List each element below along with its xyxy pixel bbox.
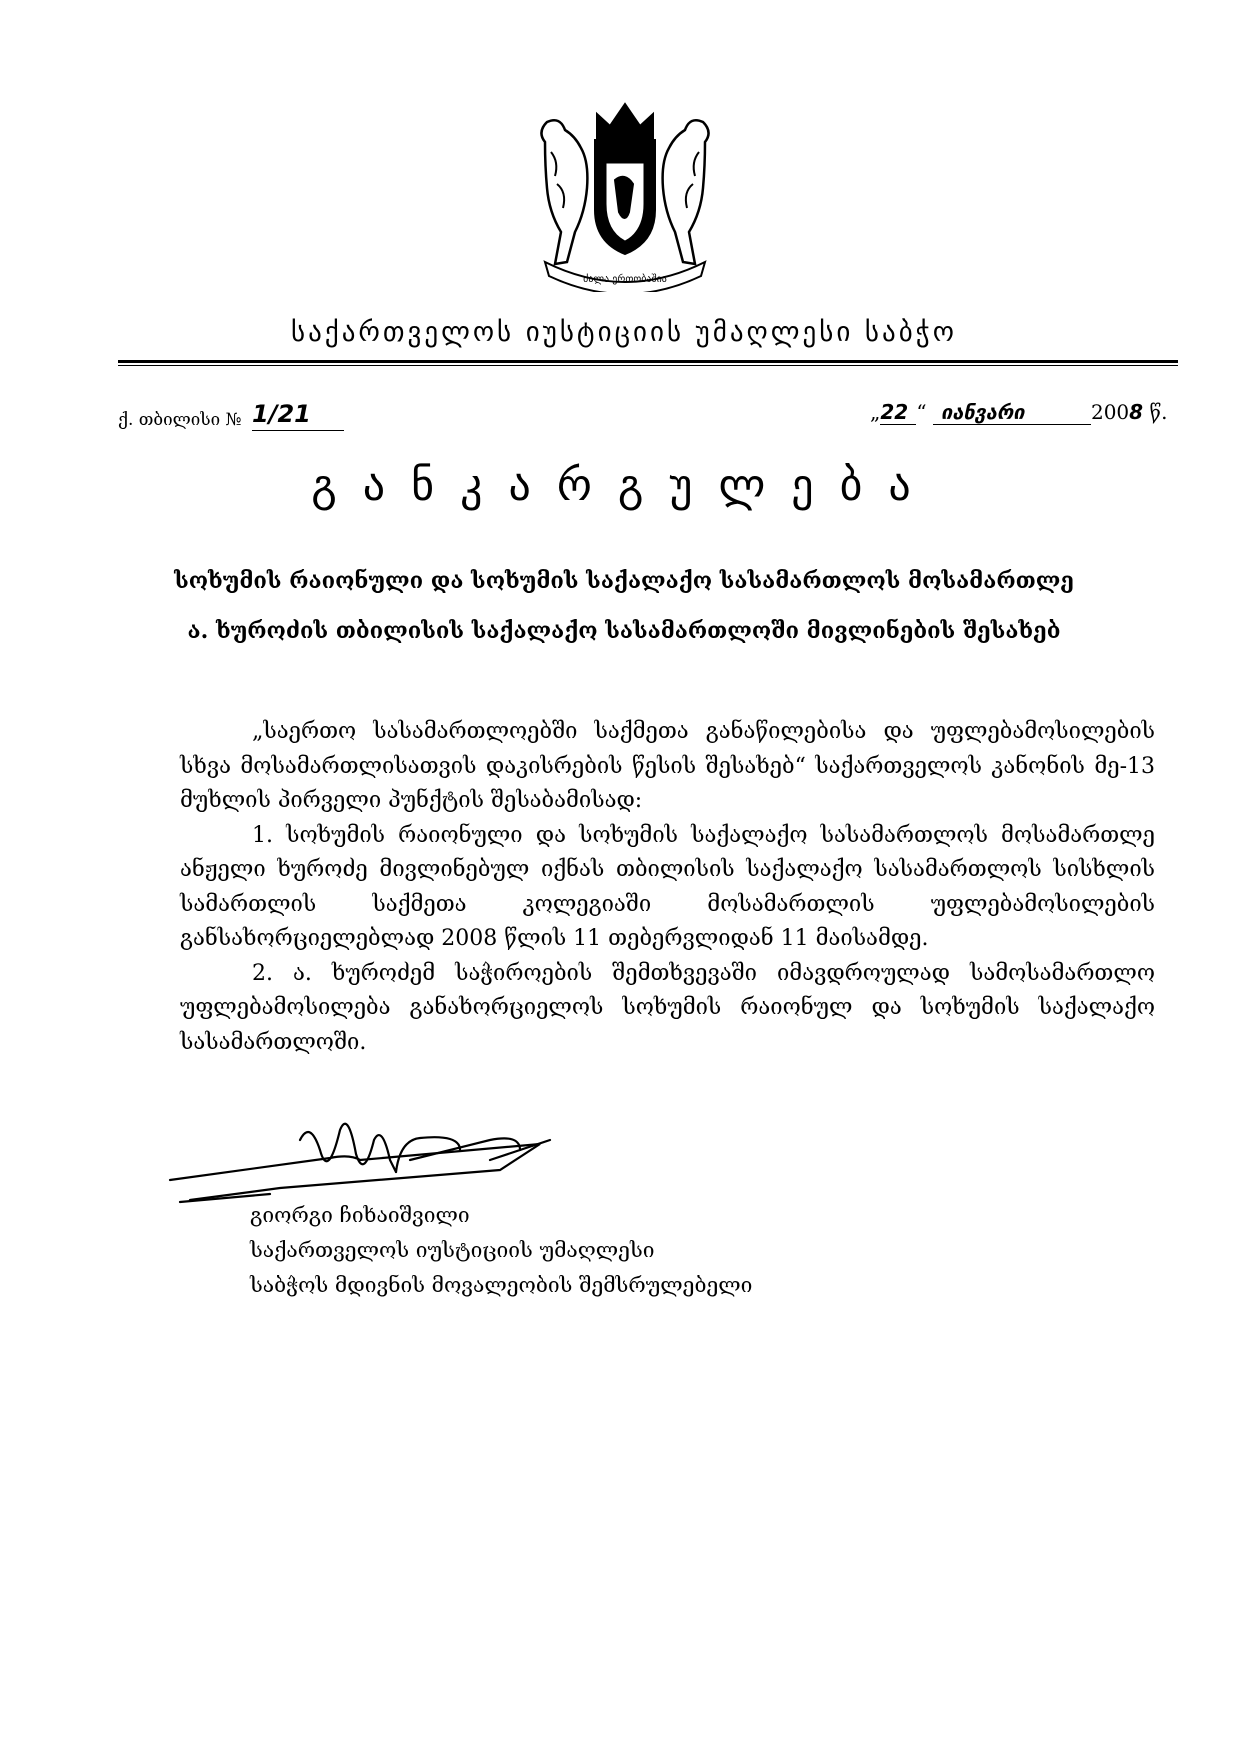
document-date — [870, 400, 1167, 430]
body-paragraph-preamble: „საერთო სასამართლოებში საქმეთა განაწილებისა და უფლებამოსილების სხვა მოსამართლისათვის დაკისრების წესის შესახებ“ საქართველოს კანონის მე-13 მუხლის პირველი პუნქტის შესაბამისად: — [180, 719, 1155, 813]
emblem-motto: ძალა ერთობაშია — [583, 274, 667, 285]
date-day: 22 — [880, 400, 916, 425]
header-rule-thick — [118, 360, 1178, 363]
body-paragraph-item-1: 1. სოხუმის რაიონული და სოხუმის საქალაქო სასამართლოს მოსამართლე ანჟელი ხუროძე მივლინებულ იქნას თბილისის საქალაქო სასამართლოს სისხლის სამართლის საქმეთა კოლეგიაში მოსამართლის უფლებამოსილების განსახორციელებლად 2008 წლის 11 თებერვლიდან 11 მაისამდე. — [180, 822, 1155, 951]
date-open-quote: „ — [870, 400, 881, 424]
document-body — [180, 715, 1155, 1060]
body-paragraph-item-2: 2. ა. ხუროძემ საჭიროების შემთხვევაში იმავდროულად სამოსამართლო უფლებამოსილება განახორციელოს სოხუმის რაიონულ და სოხუმის საქალაქო სასამართლოში. — [180, 960, 1155, 1055]
date-year-prefix: 200 — [1090, 400, 1130, 424]
signer-position-line-2: საბჭოს მდივნის მოვალეობის შემსრულებელი — [250, 1273, 753, 1297]
signer-position-line-1: საქართველოს იუსტიციის უმაღლესი — [250, 1238, 655, 1262]
date-suffix: წ. — [1149, 400, 1168, 424]
date-year-last: 8 — [1129, 400, 1144, 424]
signer-block — [250, 1198, 752, 1303]
subject-line-1: სოხუმის რაიონული და სოხუმის საქალაქო სასამართლოს მოსამართლე — [174, 568, 1074, 594]
coat-of-arms-emblem — [515, 92, 735, 292]
city-number-label: ქ. თბილისი № — [118, 410, 242, 430]
organization-name: საქართველოს იუსტიციის უმაღლესი საბჭო — [291, 317, 957, 348]
subject-line-2: ა. ხუროძის თბილისის საქალაქო სასამართლოში მივლინების შესახებ — [187, 618, 1061, 644]
document-title: განკარგულება — [311, 460, 937, 511]
header-rule-thin — [118, 365, 1178, 366]
document-number: 1/21 — [252, 400, 344, 431]
date-close-quote: “ — [916, 400, 927, 424]
signer-name: გიორგი ჩიხაიშვილი — [250, 1203, 470, 1227]
date-month: იანვარი — [933, 400, 1091, 425]
